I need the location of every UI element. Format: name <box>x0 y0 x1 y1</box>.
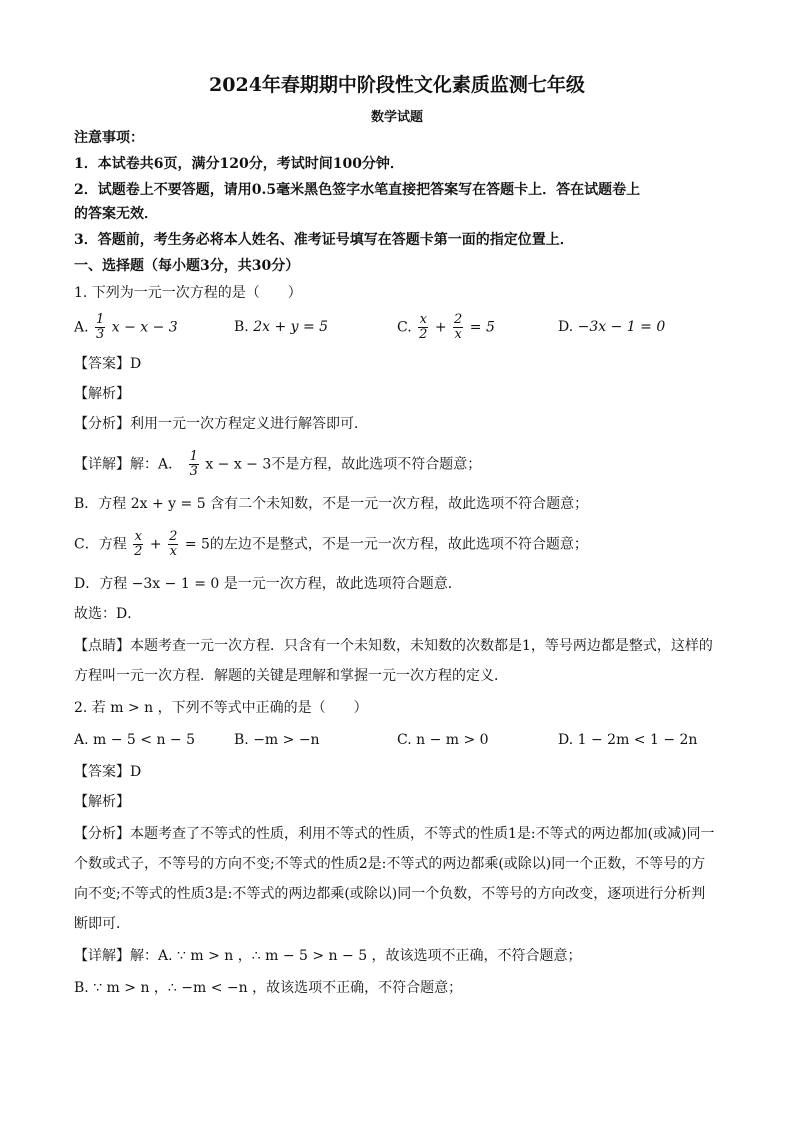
q2-option-b: B. −m > −n <box>234 732 320 748</box>
q1-option-a <box>74 313 178 342</box>
q1-option-b <box>234 317 328 337</box>
question-1-stem: 1. 下列为一元一次方程的是（ ） <box>74 285 302 301</box>
expression: −3x − 1 = 0 <box>577 319 666 335</box>
q1-fenxi: 【分析】利用一元一次方程定义进行解答即可． <box>74 416 368 432</box>
notice-item-1: 1．本试卷共6页，满分120分，考试时间100分钟． <box>74 156 404 172</box>
fraction-denominator: 2 <box>134 544 143 559</box>
fraction <box>168 530 178 559</box>
option-label: A. <box>74 319 89 336</box>
option-label: D. <box>558 319 574 335</box>
detail-text: x − x − 3不是方程，故此选项不符合题意； <box>205 456 482 473</box>
page-subtitle: 数学试题 <box>370 110 423 125</box>
section-heading: 一、选择题（每小题3分，共30分） <box>74 258 300 274</box>
q2-answer: 【答案】D <box>74 764 142 780</box>
q1-analysis-heading: 【解析】 <box>74 386 130 402</box>
operator: + <box>149 536 162 553</box>
notice-item-2: 2．试题卷上不要答题，请用0.5毫米黑色签字水笔直接把答案写在答题卡上．答在试题卷上 <box>74 182 641 198</box>
detail-prefix: C．方程 <box>74 536 127 553</box>
operator: + <box>434 319 447 336</box>
fraction-denominator: x <box>169 544 177 559</box>
fraction-denominator: 3 <box>189 464 198 479</box>
question-2-stem: 2. 若 m > n ，下列不等式中正确的是（ ） <box>74 700 368 716</box>
q2-fenxi-3: 向不变;不等式的性质3是:不等式的两边都乘(或除以)同一个负数，不等号的方向改变，逐项进行分析判 <box>74 886 706 902</box>
q1-detail-a <box>74 450 481 479</box>
expression: x − x − 3 <box>111 319 178 336</box>
q2-analysis-heading: 【解析】 <box>74 794 130 810</box>
fraction-denominator: 3 <box>96 327 105 342</box>
q2-fenxi-1: 【分析】本题考查了不等式的性质，利用不等式的性质，不等式的性质1是:不等式的两边都加(或减)同一 <box>74 826 715 842</box>
q1-choose: 故选：D． <box>74 606 142 622</box>
notice-item-2-cont: 的答案无效． <box>74 206 158 222</box>
expression: = 5 <box>469 319 495 336</box>
q1-option-d <box>558 317 665 337</box>
option-label: B. <box>234 319 249 335</box>
notice-item-3: 3．答题前，考生务必将本人姓名、准考证号填写在答题卡第一面的指定位置上． <box>74 232 574 248</box>
q2-detail-b: B. ∵ m > n ，∴ −m < −n ，故该选项不正确，不符合题意； <box>74 980 463 996</box>
q2-detail-a: 【详解】解：A. ∵ m > n ，∴ m − 5 > n − 5 ，故该选项不正确，不符合题意； <box>74 948 582 964</box>
q1-option-c <box>397 313 495 342</box>
expression: 2x + y = 5 <box>253 319 329 335</box>
fraction-numerator: x <box>419 312 427 327</box>
q2-fenxi-4: 断即可． <box>74 916 130 932</box>
fraction-numerator: x <box>134 529 142 544</box>
fraction <box>418 313 428 342</box>
fraction-numerator: 2 <box>454 312 463 327</box>
fraction <box>95 313 105 342</box>
fraction-numerator: 1 <box>96 312 105 327</box>
fraction-denominator: 2 <box>419 327 428 342</box>
page-title: 2024年春期期中阶段性文化素质监测七年级 <box>209 74 585 96</box>
q1-answer: 【答案】D <box>74 356 142 372</box>
q1-dianjing-1: 【点睛】本题考查一元一次方程．只含有一个未知数，未知数的次数都是1，等号两边都是整式，这样的 <box>74 638 713 654</box>
q1-detail-d: D．方程 −3x − 1 = 0 是一元一次方程，故此选项符合题意． <box>74 576 462 592</box>
notice-heading: 注意事项： <box>74 130 144 146</box>
fraction-numerator: 1 <box>189 449 198 464</box>
fraction-numerator: 2 <box>169 529 178 544</box>
fraction <box>189 450 199 479</box>
fraction <box>133 530 143 559</box>
q2-fenxi-2: 个数或式子，不等号的方向不变;不等式的性质2是:不等式的两边都乘(或除以)同一个正数，不等号的方 <box>74 856 706 872</box>
option-label: C. <box>397 319 412 336</box>
q1-detail-b: B．方程 2x + y = 5 含有二个未知数，不是一元一次方程，故此选项不符合题意； <box>74 496 589 512</box>
q1-dianjing-2: 方程叫一元一次方程．解题的关键是理解和掌握一元一次方程的定义． <box>74 668 508 684</box>
q1-detail-c <box>74 530 588 559</box>
detail-text: = 5的左边不是整式，不是一元一次方程，故此选项不符合题意； <box>184 536 588 553</box>
fraction-denominator: x <box>454 327 462 342</box>
q2-option-c: C. n − m > 0 <box>397 732 489 748</box>
detail-prefix: 【详解】解：A． <box>74 456 183 473</box>
q2-option-a: A. m − 5 < n − 5 <box>74 732 196 748</box>
q2-option-d: D. 1 − 2m < 1 − 2n <box>558 732 698 748</box>
fraction <box>453 313 463 342</box>
